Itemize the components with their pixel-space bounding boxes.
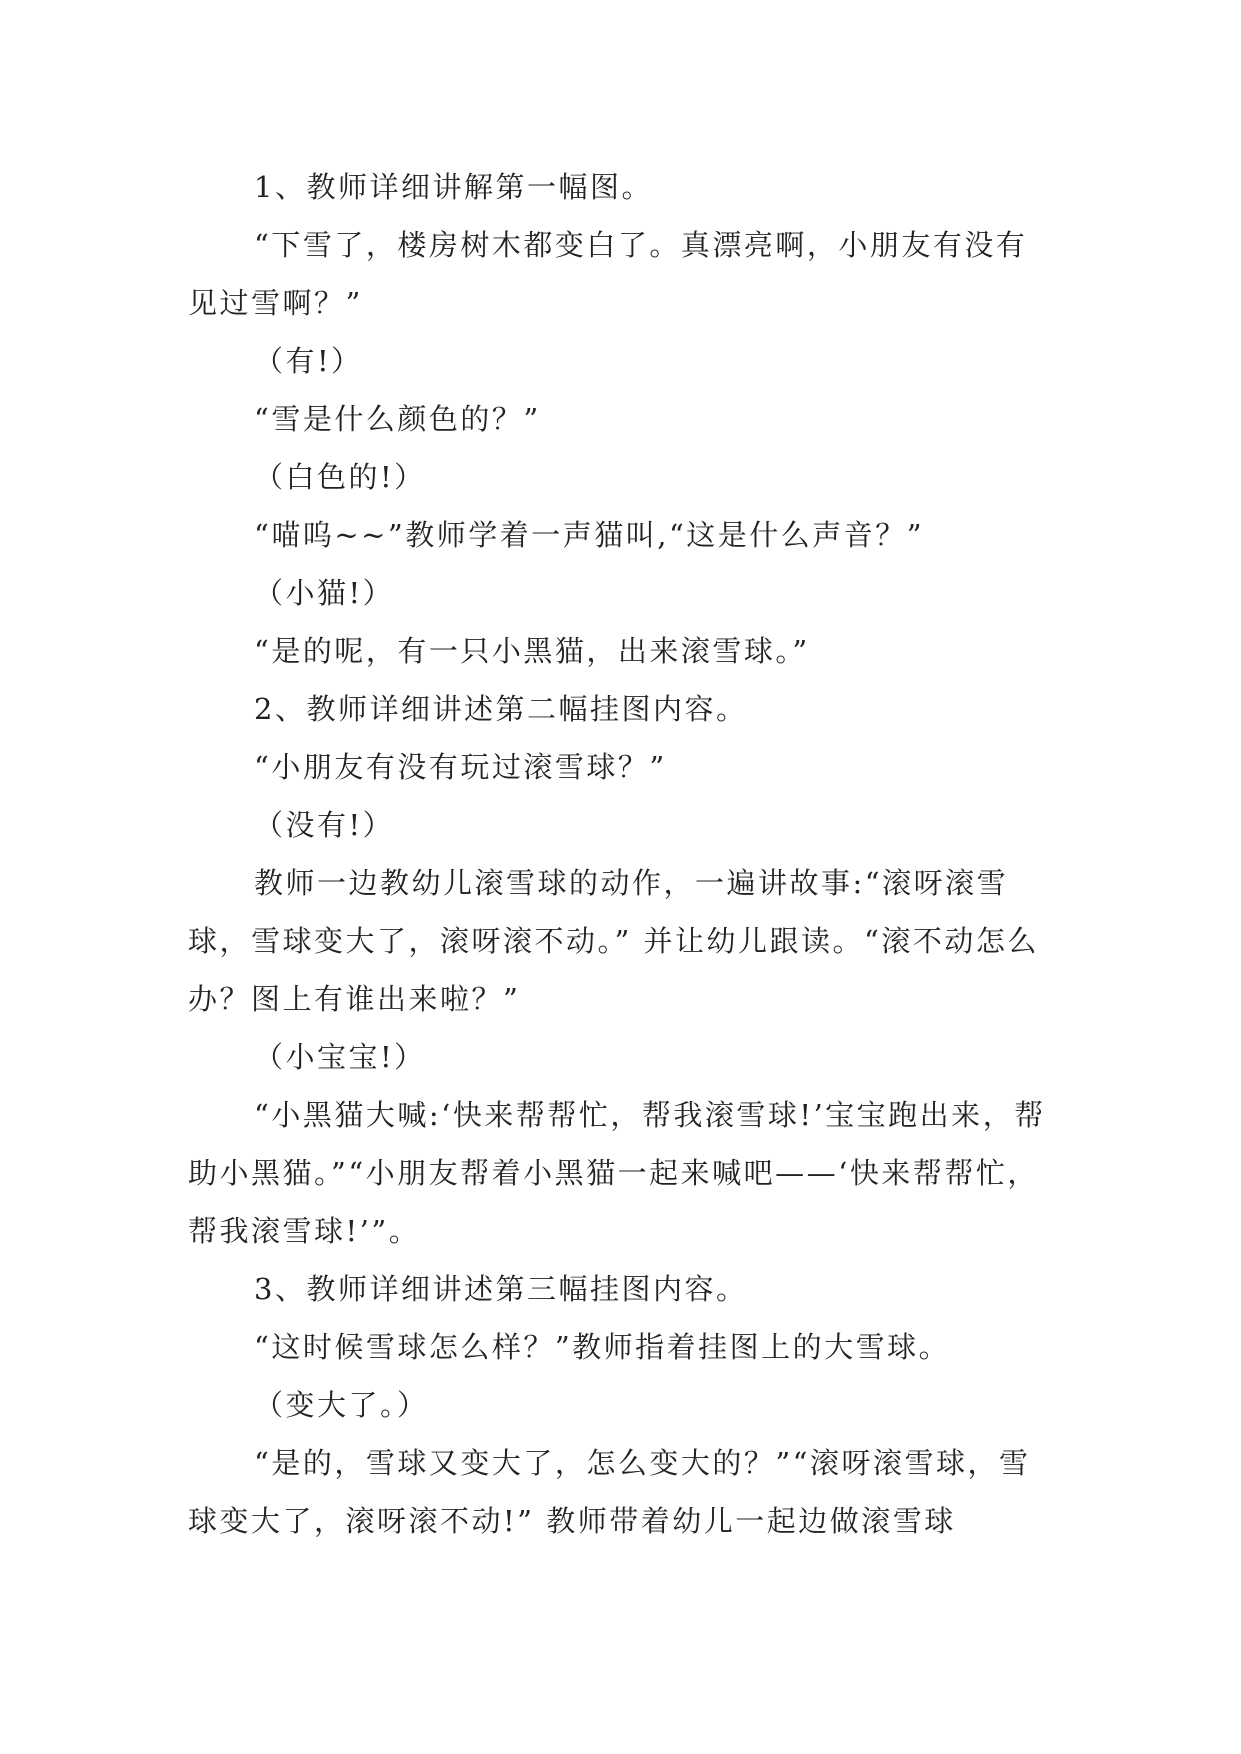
paragraph: “这时候雪球怎么样？”教师指着挂图上的大雪球。	[254, 1330, 951, 1364]
paragraph: 1、教师详细讲解第一幅图。	[254, 170, 653, 204]
paragraph: （小猫!）	[254, 576, 395, 610]
paragraph: （有!）	[254, 344, 363, 378]
paragraph: “小朋友有没有玩过滚雪球？”	[254, 750, 667, 784]
paragraph: （变大了。）	[254, 1388, 429, 1422]
paragraph: （小宝宝!）	[254, 1040, 426, 1074]
paragraph: “雪是什么颜色的？”	[254, 402, 541, 436]
paragraph: （没有!）	[254, 808, 395, 842]
paragraph: （白色的!）	[254, 460, 426, 494]
paragraph: 教师一边教幼儿滚雪球的动作，一遍讲故事:“滚呀滚雪球，雪球变大了，滚呀滚不动。” 并让幼儿跟读。“滚不动怎么办？图上有谁出来啦？”	[188, 866, 1039, 1016]
paragraph: 3、教师详细讲述第三幅挂图内容。	[254, 1272, 748, 1306]
paragraph: “喵呜~~”教师学着一声猫叫,“这是什么声音？”	[254, 518, 925, 552]
paragraph: 2、教师详细讲述第二幅挂图内容。	[254, 692, 748, 726]
paragraph: “下雪了，楼房树木都变白了。真漂亮啊，小朋友有没有见过雪啊？”	[188, 228, 1028, 320]
document-body	[188, 158, 1056, 1550]
paragraph: “是的，雪球又变大了，怎么变大的？”“滚呀滚雪球，雪球变大了，滚呀滚不动!” 教师带着幼儿一起边做滚雪球	[188, 1446, 1031, 1538]
paragraph: “小黑猫大喊:‘快来帮帮忙，帮我滚雪球!’宝宝跑出来，帮助小黑猫。”“小朋友帮着小黑猫一起来喊吧——‘快来帮帮忙，帮我滚雪球!’”。	[188, 1098, 1046, 1248]
paragraph: “是的呢，有一只小黑猫，出来滚雪球。”	[254, 634, 810, 668]
